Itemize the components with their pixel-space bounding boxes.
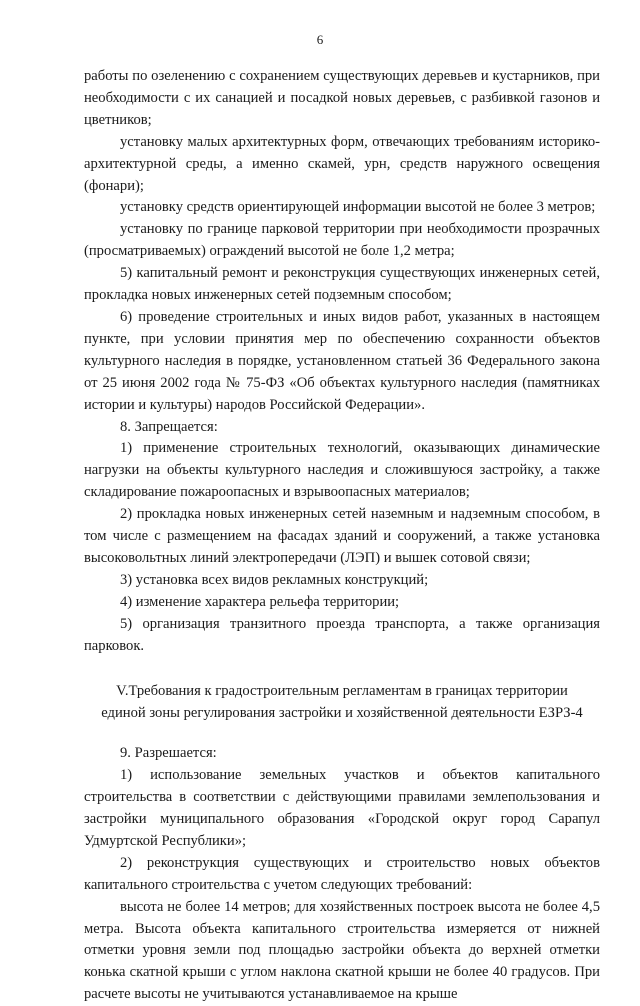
paragraph: 4) изменение характера рельефа территории; xyxy=(120,593,400,610)
paragraph: установку средств ориентирующей информации высотой не более 3 метров; xyxy=(120,199,596,216)
paragraph: 2) реконструкция существующих и строительство новых объектов капитального строительства с учетом следующих требований: xyxy=(84,854,600,893)
page-number: 6 xyxy=(316,32,324,47)
paragraph: 3) установка всех видов рекламных конструкций; xyxy=(120,571,429,588)
paragraph: 8. Запрещается: xyxy=(120,418,218,435)
paragraph: 1) применение строительных технологий, оказывающих динамические нагрузки на объекты культурного наследия и сложившуюся застройку, а также складирование пожароопасных и взрывоопасных материалов; xyxy=(84,440,600,501)
paragraph: 2) прокладка новых инженерных сетей наземным и надземным способом, в том числе с размещением на фасадах зданий и сооружений, а также установка высоковольтных линий электропередачи (ЛЭП) и вышек сотовой связи; xyxy=(84,506,600,566)
document-body xyxy=(84,66,600,1006)
paragraph: высота не более 14 метров; для хозяйственных построек высота не более 4,5 метра. Высота объекта капитального строительства измеряется от нижней отметки уровня земли под площадью застройки объекта до верхней отметки конька скатной крыши с углом наклона скатной крыши не более 40 градусов. При расчете высоты не учитываются устанавливаемое на крыше xyxy=(84,898,600,1003)
paragraph: 9. Разрешается: xyxy=(120,745,217,762)
section-heading-line: V.Требования к градостроительным регламентам в границах территории xyxy=(116,683,568,700)
paragraph: установку малых архитектурных форм, отвечающих требованиям историко-архитектурной среды, а именно скамей, урн, средств наружного освещения (фонари); xyxy=(84,133,600,194)
paragraph: 5) организация транзитного проезда транспорта, а также организация парковок. xyxy=(84,615,600,654)
paragraph: установку по границе парковой территории при необходимости прозрачных (просматриваемых) ограждений высотой не боле 1,2 метра; xyxy=(84,221,600,260)
paragraph: работы по озеленению с сохранением существующих деревьев и кустарников, при необходимости с их санацией и посадкой новых деревьев, с разбивкой газонов и цветников; xyxy=(84,68,600,128)
paragraph: 5) капитальный ремонт и реконструкция существующих инженерных сетей, прокладка новых инженерных сетей подземным способом; xyxy=(84,265,600,304)
section-heading xyxy=(84,681,600,725)
section-heading-line: единой зоны регулирования застройки и хозяйственной деятельности ЕЗРЗ-4 xyxy=(101,705,583,722)
paragraph: 1) использование земельных участков и объектов капитального строительства в соответствии с действующими правилами землепользования и застройки муниципального образования «Городской округ город Сарапул Удмуртской Республики»; xyxy=(84,767,600,849)
paragraph: 6) проведение строительных и иных видов работ, указанных в настоящем пункте, при условии принятия мер по обеспечению сохранности объектов культурного наследия в порядке, установленном статьей 36 Федерального закона от 25 июня 2002 года № 75-ФЗ «Об объектах культурного наследия (памятниках истории и культуры) народов Российской Федерации». xyxy=(84,308,600,413)
